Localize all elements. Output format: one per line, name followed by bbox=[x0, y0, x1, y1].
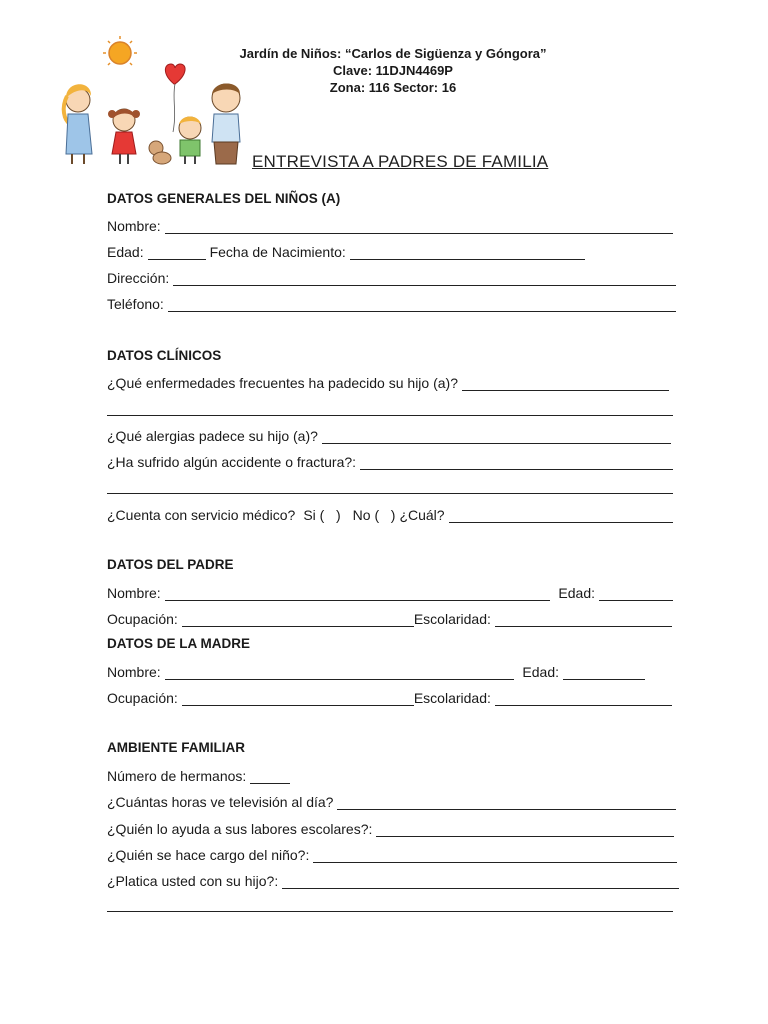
child-name-label: Nombre: bbox=[107, 218, 161, 234]
homework-help-label: ¿Quién lo ayuda a sus labores escolares?: bbox=[107, 821, 373, 837]
mother-occupation-field[interactable] bbox=[182, 693, 414, 706]
father-education-label: Escolaridad: bbox=[413, 611, 491, 627]
father-occupation-field[interactable] bbox=[182, 614, 414, 627]
accident-extra-line[interactable] bbox=[107, 493, 673, 494]
siblings-label: Número de hermanos: bbox=[107, 768, 247, 784]
school-header bbox=[200, 45, 586, 96]
tv-hours-row bbox=[107, 792, 676, 810]
medical-service-label: ¿Cuenta con servicio médico? bbox=[107, 507, 296, 523]
which-field[interactable] bbox=[449, 510, 673, 523]
school-zona: Zona: 116 Sector: 16 bbox=[329, 80, 457, 95]
siblings-row bbox=[107, 766, 290, 784]
section-clinicos-heading: DATOS CLÍNICOS bbox=[107, 348, 222, 363]
child-age-field[interactable] bbox=[148, 247, 206, 260]
phone-row bbox=[107, 294, 676, 312]
talk-label: ¿Platica usted con su hijo?: bbox=[107, 873, 279, 889]
school-clave: Clave: 11DJN4469P bbox=[333, 63, 453, 78]
child-age-row bbox=[107, 242, 585, 260]
mother-occupation-row bbox=[107, 688, 672, 706]
mother-age-field[interactable] bbox=[563, 667, 645, 680]
tv-hours-field[interactable] bbox=[337, 797, 676, 810]
siblings-field[interactable] bbox=[250, 771, 290, 784]
which-label: ¿Cuál? bbox=[399, 507, 445, 523]
address-label: Dirección: bbox=[107, 270, 170, 286]
father-age-label: Edad: bbox=[558, 585, 595, 601]
section-ambiente-heading: AMBIENTE FAMILIAR bbox=[107, 740, 245, 755]
accident-label: ¿Ha sufrido algún accidente o fractura?: bbox=[107, 454, 357, 470]
illness-extra-line[interactable] bbox=[107, 415, 673, 416]
medical-no-option[interactable]: No ( ) bbox=[352, 507, 396, 523]
illness-label: ¿Qué enfermedades frecuentes ha padecido su hijo (a)? bbox=[107, 375, 458, 391]
school-name: Jardín de Niños: “Carlos de Sigüenza y Góngora” bbox=[239, 46, 547, 61]
medical-yes-option[interactable]: Si ( ) bbox=[303, 507, 341, 523]
mother-age-label: Edad: bbox=[522, 664, 559, 680]
address-row bbox=[107, 268, 676, 286]
child-age-label: Edad: bbox=[107, 244, 144, 260]
illness-field[interactable] bbox=[462, 378, 669, 391]
talk-field[interactable] bbox=[282, 876, 679, 889]
talk-row bbox=[107, 871, 679, 889]
accident-field[interactable] bbox=[360, 457, 673, 470]
father-occupation-row bbox=[107, 609, 672, 627]
allergies-label: ¿Qué alergias padece su hijo (a)? bbox=[107, 428, 318, 444]
caretaker-field[interactable] bbox=[313, 850, 677, 863]
medical-service-row bbox=[107, 505, 673, 523]
address-field[interactable] bbox=[173, 273, 676, 286]
caretaker-label: ¿Quién se hace cargo del niño?: bbox=[107, 847, 310, 863]
talk-extra-line[interactable] bbox=[107, 911, 673, 912]
phone-label: Teléfono: bbox=[107, 296, 164, 312]
form-title: ENTREVISTA A PADRES DE FAMILIA bbox=[252, 152, 549, 171]
mother-education-label: Escolaridad: bbox=[413, 690, 491, 706]
illness-row bbox=[107, 373, 669, 391]
mother-name-row bbox=[107, 662, 645, 680]
father-occupation-label: Ocupación: bbox=[107, 611, 178, 627]
birthdate-field[interactable] bbox=[350, 247, 585, 260]
homework-help-field[interactable] bbox=[376, 824, 674, 837]
mother-education-field[interactable] bbox=[495, 693, 672, 706]
phone-field[interactable] bbox=[168, 299, 676, 312]
mother-occupation-label: Ocupación: bbox=[107, 690, 178, 706]
section-madre-heading: DATOS DE LA MADRE bbox=[107, 636, 251, 651]
child-name-field[interactable] bbox=[165, 221, 673, 234]
father-education-field[interactable] bbox=[495, 614, 672, 627]
father-name-field[interactable] bbox=[165, 588, 551, 601]
child-name-row bbox=[107, 216, 673, 234]
caretaker-row bbox=[107, 845, 677, 863]
tv-hours-label: ¿Cuántas horas ve televisión al día? bbox=[107, 794, 334, 810]
homework-help-row bbox=[107, 819, 674, 837]
accident-row bbox=[107, 452, 673, 470]
allergies-row bbox=[107, 426, 671, 444]
mother-name-field[interactable] bbox=[165, 667, 515, 680]
section-general-heading: DATOS GENERALES DEL NIÑOS (A) bbox=[107, 191, 341, 206]
allergies-field[interactable] bbox=[322, 431, 671, 444]
birthdate-label: Fecha de Nacimiento: bbox=[209, 244, 346, 260]
father-age-field[interactable] bbox=[599, 588, 673, 601]
sun-icon bbox=[103, 36, 137, 65]
mother-name-label: Nombre: bbox=[107, 664, 161, 680]
father-name-label: Nombre: bbox=[107, 585, 161, 601]
father-name-row bbox=[107, 583, 673, 601]
section-padre-heading: DATOS DEL PADRE bbox=[107, 557, 234, 572]
